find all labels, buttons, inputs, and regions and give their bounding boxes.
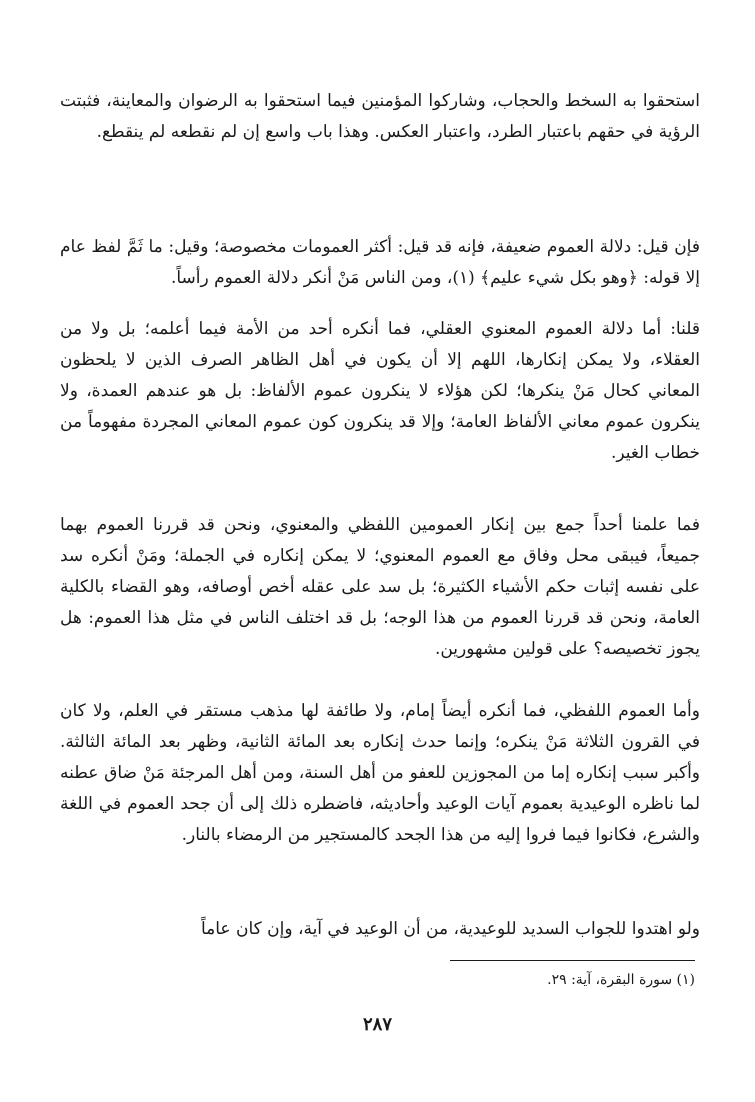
paragraph-2: فإن قيل: دلالة العموم ضعيفة، فإنه قد قيل: أكثر العمومات مخصوصة؛ وقيل: ما ثَمَّ لفظ عام إلا قوله: ﴿وهو بكل شيء عليم﴾ (١)، ومن الناس مَنْ أنكر دلالة العموم رأساً. [60, 237, 700, 288]
paragraph-4: فما علمنا أحداً جمع بين إنكار العمومين اللفظي والمعنوي، ونحن قد قررنا العموم بهما جميعاً، فيبقى محل وفاق مع العموم المعنوي؛ لا يمكن إنكاره في الجملة؛ ومَنْ أنكره سد على نفسه إثبات حكم الأشياء الكثيرة؛ بل سد على عقله أخص أوصافه، وهو القضاء بالكلية العامة، ونحن قد قررنا العموم من هذا الوجه؛ بل قد اختلف الناس في مثل هذا العموم: هل يجوز تخصيصه؟ على قولين مشهورين. [60, 515, 700, 659]
paragraph-6: ولو اهتدوا للجواب السديد للوعيدية، من أن الوعيد في آية، وإن كان عاماً [200, 919, 700, 939]
footnote: (١) سورة البقرة، آية: ٢٩. [547, 972, 695, 988]
paragraph-5: وأما العموم اللفظي، فما أنكره أيضاً إمام، ولا طائفة لها مذهب مستقر في العلم، ولا كان في القرون الثلاثة مَنْ ينكره؛ وإنما حدث إنكاره بعد المائة الثانية، وظهر بعد المائة الثالثة. وأكبر سبب إنكاره إما من المجوزين للعفو من أهل السنة، ومن أهل المرجئة مَنْ ضاق عطنه لما ناظره الوعيدية بعموم آيات الوعيد وأحاديثه، فاضطره ذلك إلى أن جحد العموم في اللغة والشرع، فكانوا فيما فروا إليه من هذا الجحد كالمستجير من الرمضاء بالنار. [60, 701, 700, 845]
page-number: ٢٨٧ [362, 1014, 392, 1035]
footnote-divider [450, 960, 695, 961]
paragraph-1: استحقوا به السخط والحجاب، وشاركوا المؤمنين فيما استحقوا به الرضوان والمعاينة، فثبتت الرؤية في حقهم باعتبار الطرد، واعتبار العكس. وهذا باب واسع إن لم نقطعه لم ينقطع. [60, 91, 700, 142]
paragraph-3: قلنا: أما دلالة العموم المعنوي العقلي، فما أنكره أحد من الأمة فيما أعلمه؛ بل ولا من العقلاء، ولا يمكن إنكارها، اللهم إلا أن يكون في أهل الظاهر الصرف الذين لا يلحظون المعاني كحال مَنْ ينكرها؛ لكن هؤلاء لا ينكرون عموم الألفاظ: بل هو عندهم العمدة، ولا ينكرون عموم معاني الألفاظ العامة؛ وإلا قد ينكرون كون عموم المعاني المجردة مفهوماً من خطاب الغير. [60, 319, 700, 463]
